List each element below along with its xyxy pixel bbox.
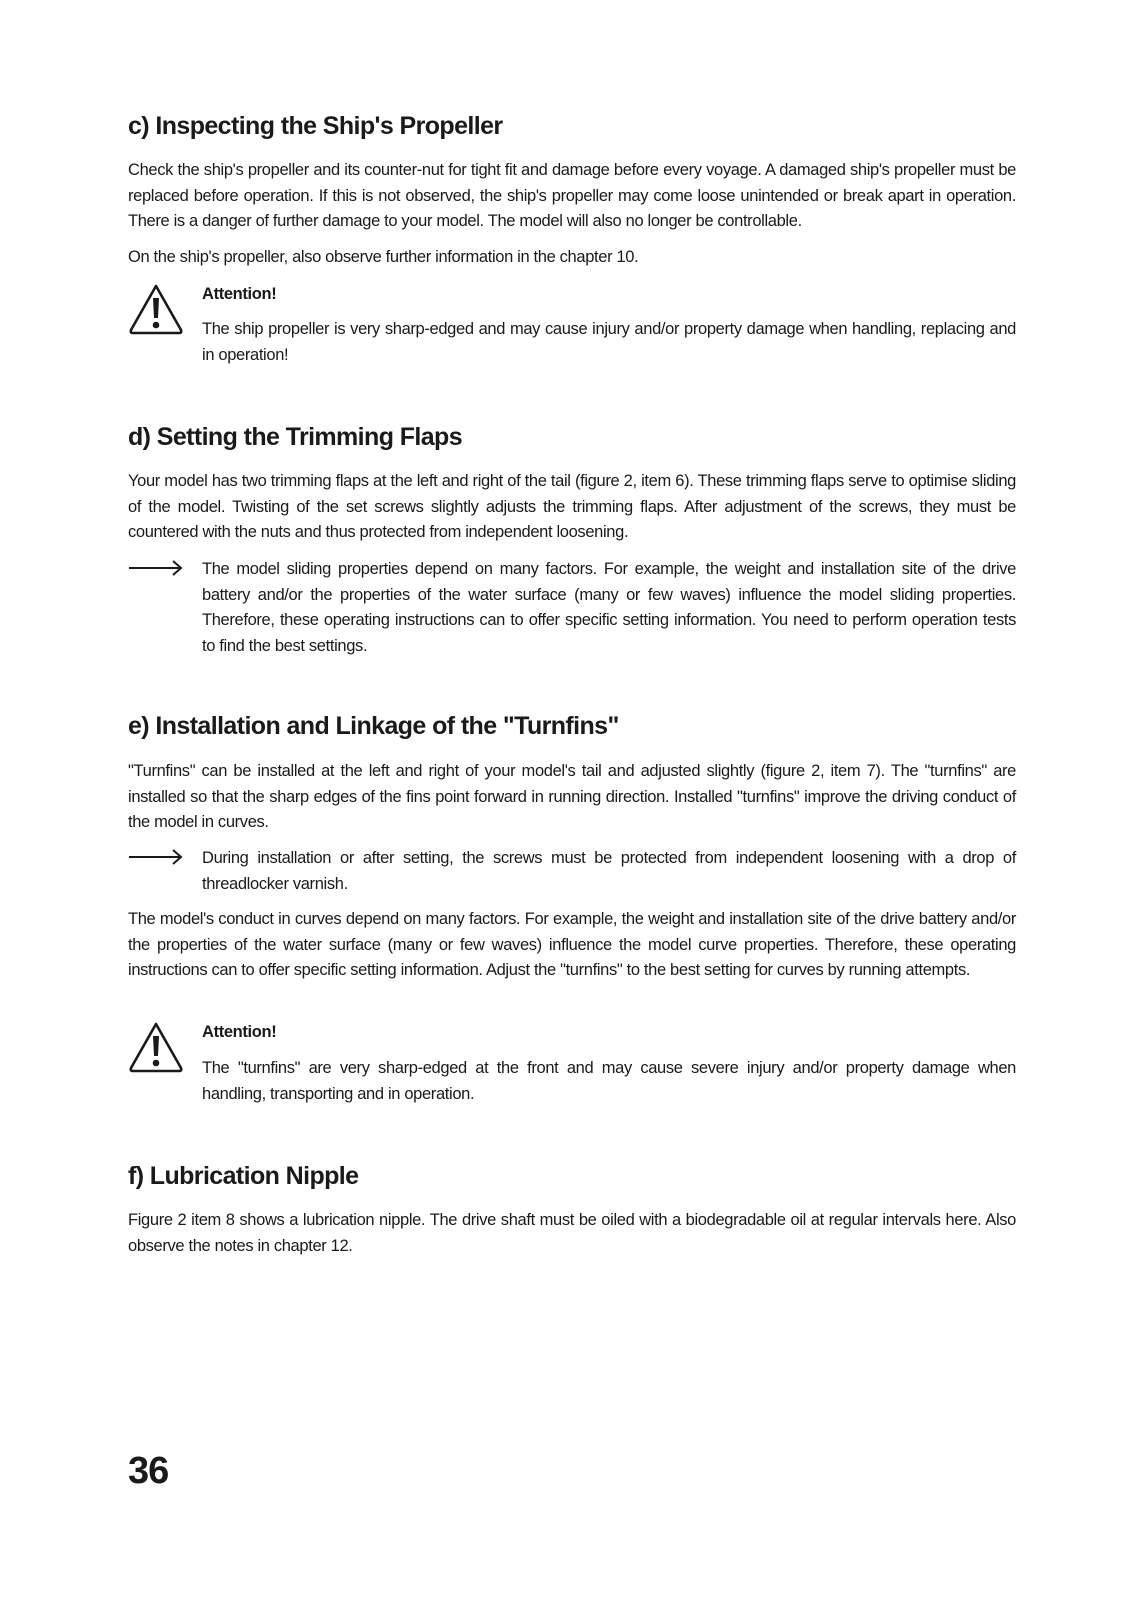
section-c-warning-title: Attention! — [202, 285, 277, 303]
section-d-heading: d) Setting the Trimming Flaps — [128, 423, 463, 451]
warning-triangle-icon — [128, 283, 184, 335]
section-d-note: The model sliding properties depend on many factors. For example, the weight and installation site of the drive battery and/or the properties of the water surface (many or few waves) influence the model sliding properties. Therefore, these operating instructions can to offer specific setting information. You need to perform operation tests to find the best settings. — [202, 560, 1016, 655]
arrow-right-icon — [128, 559, 184, 577]
section-e-warning-title: Attention! — [202, 1023, 277, 1041]
section-c-warning-text: The ship propeller is very sharp-edged and may cause injury and/or property damage when handling, replacing and in operation! — [202, 320, 1016, 364]
section-f-paragraph-1: Figure 2 item 8 shows a lubrication nipple. The drive shaft must be oiled with a biodegradable oil at regular intervals here. Also observe the notes in chapter 12. — [128, 1211, 1016, 1255]
arrow-right-icon — [128, 848, 184, 866]
section-c-paragraph-2: On the ship's propeller, also observe further information in the chapter 10. — [128, 248, 639, 266]
section-e-heading: e) Installation and Linkage of the "Turnfins" — [128, 712, 619, 740]
section-e-note: During installation or after setting, the screws must be protected from independent loosening with a drop of threadlocker varnish. — [202, 849, 1016, 893]
section-e-warning-text: The "turnfins" are very sharp-edged at the front and may cause severe injury and/or property damage when handling, transporting and in operation. — [202, 1059, 1016, 1103]
section-c-heading: c) Inspecting the Ship's Propeller — [128, 112, 503, 140]
section-e-paragraph-1: "Turnfins" can be installed at the left and right of your model's tail and adjusted slightly (figure 2, item 7). The "turnfins" are installed so that the sharp edges of the fins point forward in running direction. Installed "turnfins" improve the driving conduct of the model in curves. — [128, 762, 1016, 831]
section-c-paragraph-1: Check the ship's propeller and its counter-nut for tight fit and damage before every voyage. A damaged ship's propeller must be replaced before operation. If this is not observed, the ship's propeller may come loose unintended or break apart in operation. There is a danger of further damage to your model. The model will also no longer be controllable. — [128, 161, 1016, 230]
section-f-heading: f) Lubrication Nipple — [128, 1162, 359, 1190]
warning-triangle-icon — [128, 1021, 184, 1073]
page-number: 36 — [128, 1450, 169, 1492]
section-d-paragraph-1: Your model has two trimming flaps at the left and right of the tail (figure 2, item 6). These trimming flaps serve to optimise sliding of the model. Twisting of the set screws slightly adjusts the trimming flaps. After adjustment of the screws, they must be countered with the nuts and thus protected from independent loosening. — [128, 472, 1016, 541]
section-e-paragraph-2: The model's conduct in curves depend on many factors. For example, the weight and installation site of the drive battery and/or the properties of the water surface (many or few waves) influence the model curve properties. Therefore, these operating instructions can to offer specific setting information. Adjust the "turnfins" to the best setting for curves by running attempts. — [128, 910, 1016, 979]
